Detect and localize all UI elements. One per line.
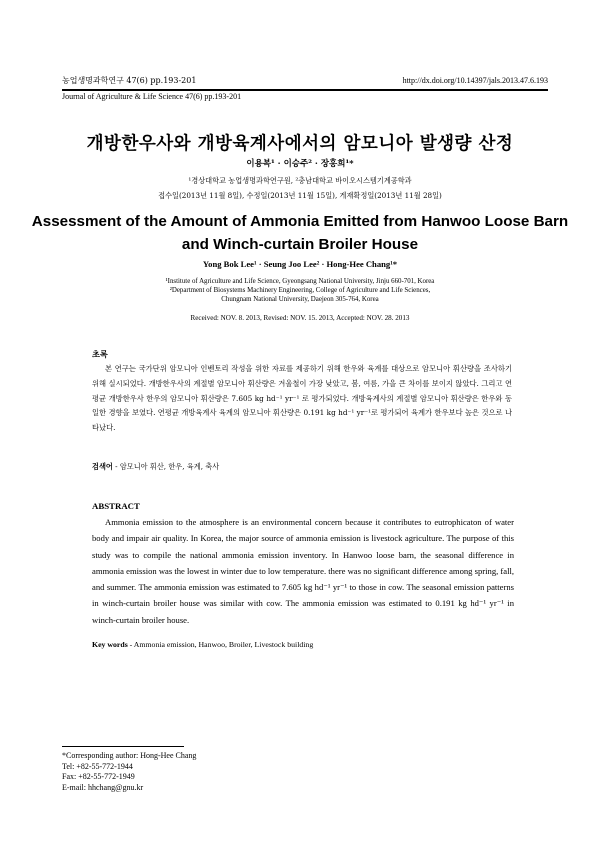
journal-name-en: Journal of Agriculture & Life Science 47(6) pp.193-201 (62, 92, 242, 101)
header-rule (62, 89, 548, 91)
dates-korean: 접수일(2013년 11월 8일), 수정일(2013년 11월 15일), 게재확정일(2013년 11월 28일) (158, 191, 442, 200)
footnote-rule (62, 746, 184, 747)
affiliation-korean: ¹경상대학교 농업생명과학연구원, ²충남대학교 바이오시스템기계공학과 (188, 176, 412, 185)
email[interactable]: E-mail: hhchang@gnu.kr (62, 782, 144, 792)
dates-english: Received: NOV. 8. 2013, Revised: NOV. 15. 2013, Accepted: NOV. 28. 2013 (190, 314, 410, 322)
footnote (62, 751, 196, 793)
keywords-ko-label: 검색어 (92, 462, 113, 471)
corresponding-author: *Corresponding author: Hong-Hee Chang (62, 751, 197, 760)
title-korean: 개방한우사와 개방육계사에서의 암모니아 발생량 산정 (86, 134, 514, 154)
doi-link[interactable]: http://dx.doi.org/10.14397/jals.2013.47.6.193 (402, 76, 548, 85)
keywords-en (92, 640, 313, 649)
title-english (0, 210, 600, 256)
telephone: Tel: +82-55-772-1944 (62, 761, 133, 771)
title-english-line-2: and Winch-curtain Broiler House (181, 236, 419, 253)
journal-name-ko: 농업생명과학연구 47(6) pp.193-201 (62, 76, 197, 85)
abstract-ko-body: 본 연구는 국가단위 암모니아 인벤토리 작성을 위한 자료를 제공하기 위해 한우와 육계를 대상으로 암모니아 휘산량을 조사하기 위해 실시되었다. 개방한우사의 계절별 암모니아 휘산량은 겨울철이 가장 낮았고, 봄, 여름, 가을 큰 차이를 보이지 않았다. 그리고 연평균 개방한우사 한우의 암모니아 휘산량은 7.605 kg hd⁻¹ yr⁻¹ 로 평가되었다. 개방육계사의 계절별 암모니아 휘산량은 한우와 동일한 경향을 보였다. 연평균 개방육계사 육계의 암모니아 휘산량은 0.191 kg hd⁻¹ yr⁻¹로 평가되어 육계가 한우보다 높은 것으로 나타났다. (92, 364, 512, 433)
keywords-en-text: - Ammonia emission, Hanwoo, Broiler, Livestock building (127, 640, 314, 649)
affiliation-english-1: ¹Institute of Agriculture and Life Science, Gyeongsang National University, Jinju 660-701, Korea (165, 278, 435, 285)
keywords-en-label: Key words (92, 640, 128, 649)
keywords-ko-text: - 암모니아 휘산, 한우, 육계, 축사 (112, 462, 220, 471)
title-english-line-1: Assessment of the Amount of Ammonia Emitted from Hanwoo Loose Barn (31, 213, 569, 230)
affiliation-english-2: ²Department of Biosystems Machinery Engineering, College of Agriculture and Life Sciences, (169, 287, 431, 294)
abstract-ko-heading: 초록 (92, 349, 108, 359)
keywords-ko (92, 462, 219, 472)
authors-korean: 이용복¹ · 이승주² · 장홍희¹* (246, 159, 354, 169)
affiliation-english-3: Chungnam National University, Daejeon 305-764, Korea (221, 296, 379, 303)
affiliation-english (0, 277, 600, 304)
authors-english: Yong Bok Lee¹ · Seung Joo Lee² · Hong-Hee Chang¹* (202, 259, 398, 269)
fax: Fax: +82-55-772-1949 (62, 772, 135, 781)
abstract-en-heading: ABSTRACT (92, 501, 140, 511)
abstract-en-body: Ammonia emission to the atmosphere is an environmental concern because it contributes to eutrophicaton of water body and impair air quality. In Korea, the major source of ammonia emission is livestock agriculture. The purpose of this study was to compile the national ammonia emission inventory. In Hanwoo loose barn, the seasonal difference in ammonia emission was the lowest in winter due to low temperature. there was no significant difference among spring, fall, and summer. The ammonia emission was estimated to 7.605 kg hd⁻¹ yr⁻¹ to those in cow. The seasonal emission patterns in winch-curtain broiler house was similar with cow. The ammonia emission was estimated to 0.191 kg hd⁻¹ yr⁻¹ in winch-curtain broiler house. (92, 517, 515, 625)
